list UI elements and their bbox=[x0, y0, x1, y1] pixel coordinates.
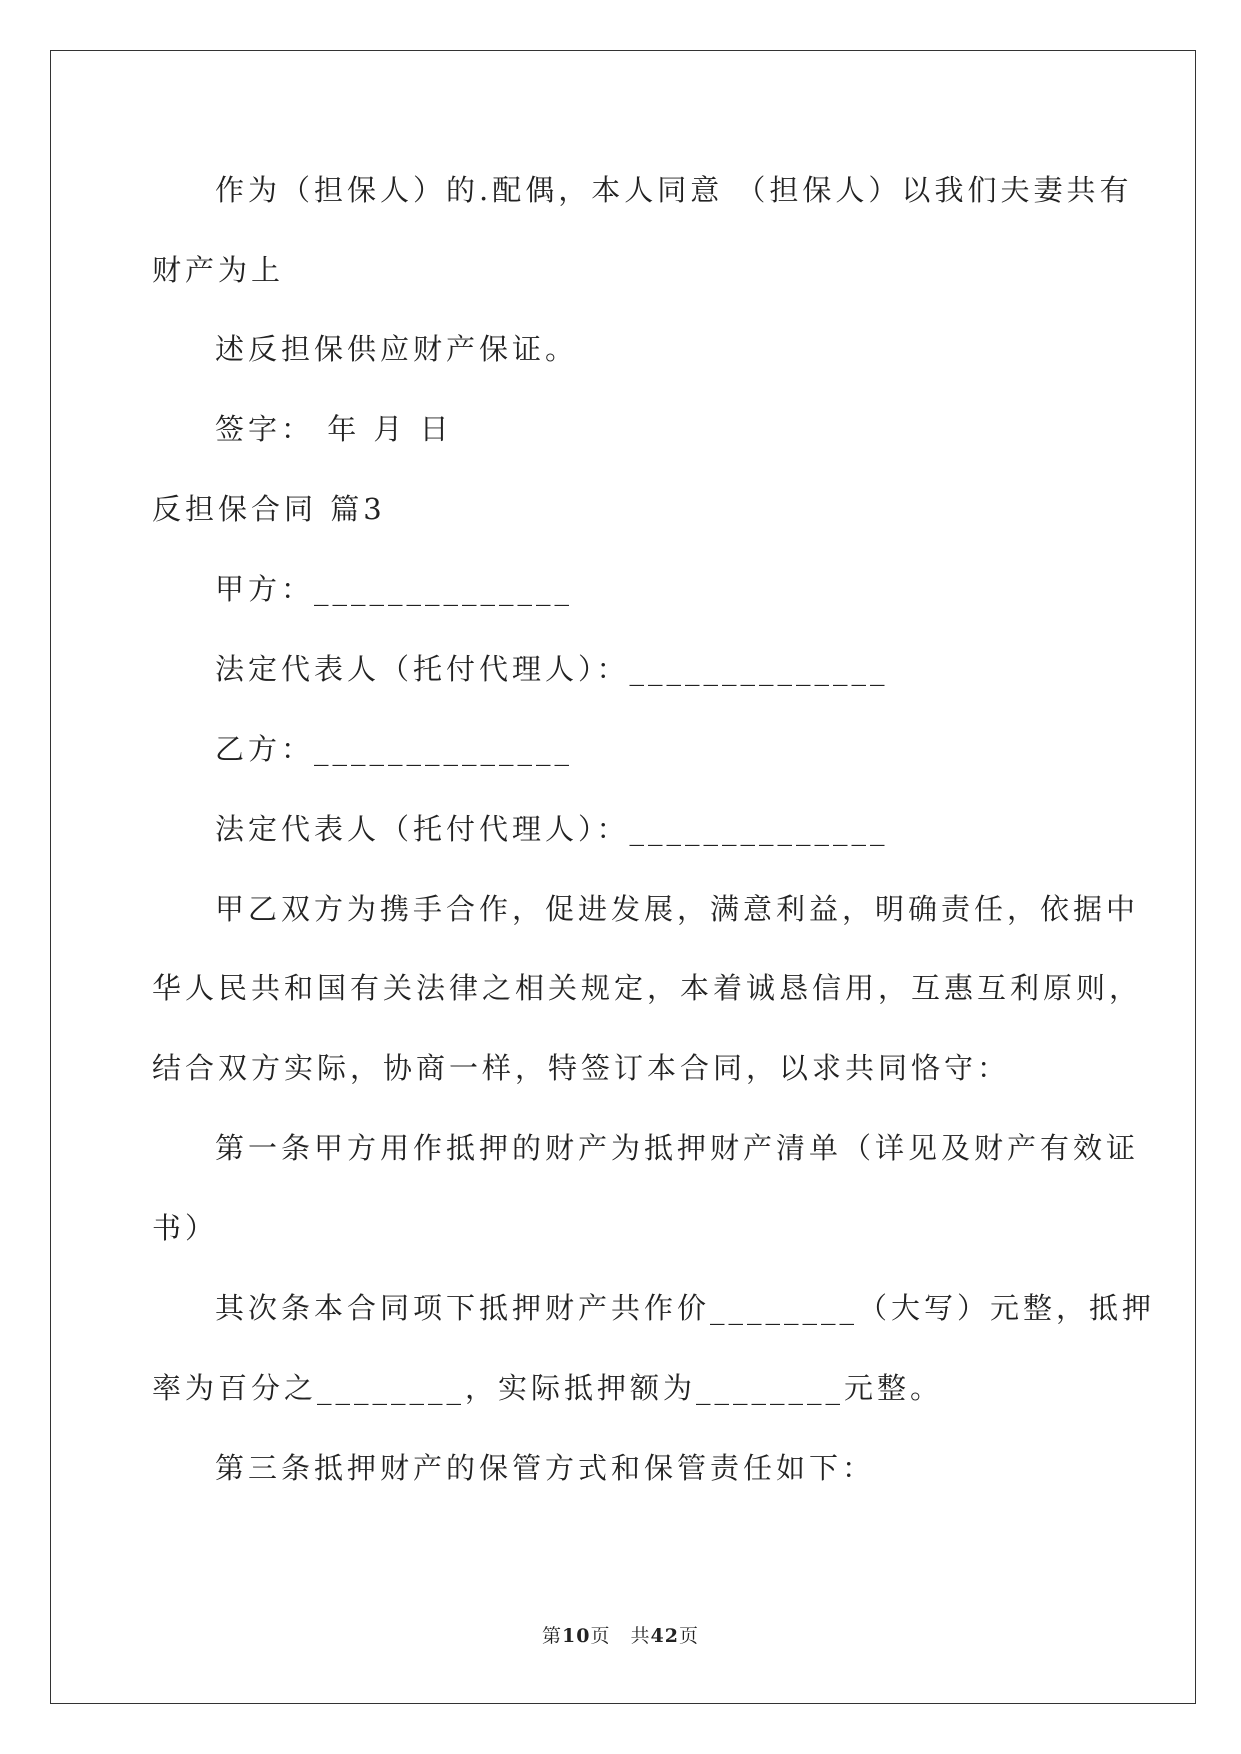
article-2-line-2: 率为百分之________，实际抵押额为________元整。 bbox=[152, 1371, 944, 1405]
article-2-line-1: 其次条本合同项下抵押财产共作价________（大写）元整，抵押 bbox=[215, 1291, 1156, 1325]
footer-page-current: 10 bbox=[562, 1625, 591, 1647]
preamble-line-1: 甲乙双方为携手合作，促进发展，满意利益，明确责任，依据中 bbox=[215, 892, 1140, 926]
party-b-field: 乙方：______________ bbox=[215, 732, 574, 766]
footer-page-mid: 页 共 bbox=[590, 1625, 651, 1647]
paragraph-line-spouse-consent-cont: 财产为上 bbox=[152, 253, 285, 287]
page-footer bbox=[0, 1624, 1241, 1648]
footer-page-total: 42 bbox=[650, 1625, 679, 1647]
signature-date-line: 签字： 年 月 日 bbox=[215, 412, 453, 446]
paragraph-line-guarantee: 述反担保供应财产保证。 bbox=[215, 332, 579, 366]
section-heading: 反担保合同 篇3 bbox=[152, 492, 386, 526]
footer-page-suffix: 页 bbox=[678, 1625, 699, 1647]
article-1-line-1: 第一条甲方用作抵押的财产为抵押财产清单（详见及财产有效证 bbox=[215, 1131, 1140, 1165]
footer-page-prefix: 第 bbox=[542, 1625, 563, 1647]
paragraph-line-spouse-consent: 作为（担保人）的.配偶，本人同意 （担保人）以我们夫妻共有 bbox=[215, 173, 1133, 207]
article-1-line-2: 书） bbox=[152, 1211, 219, 1245]
party-a-representative-field: 法定代表人（托付代理人）：______________ bbox=[215, 652, 889, 686]
article-3-line-1: 第三条抵押财产的保管方式和保管责任如下： bbox=[215, 1451, 876, 1485]
party-a-field: 甲方：______________ bbox=[215, 572, 574, 606]
party-b-representative-field: 法定代表人（托付代理人）：______________ bbox=[215, 812, 889, 846]
preamble-line-2: 华人民共和国有关法律之相关规定，本着诚恳信用，互惠互利原则， bbox=[152, 971, 1143, 1005]
preamble-line-3: 结合双方实际，协商一样，特签订本合同，以求共同恪守： bbox=[152, 1051, 1011, 1085]
